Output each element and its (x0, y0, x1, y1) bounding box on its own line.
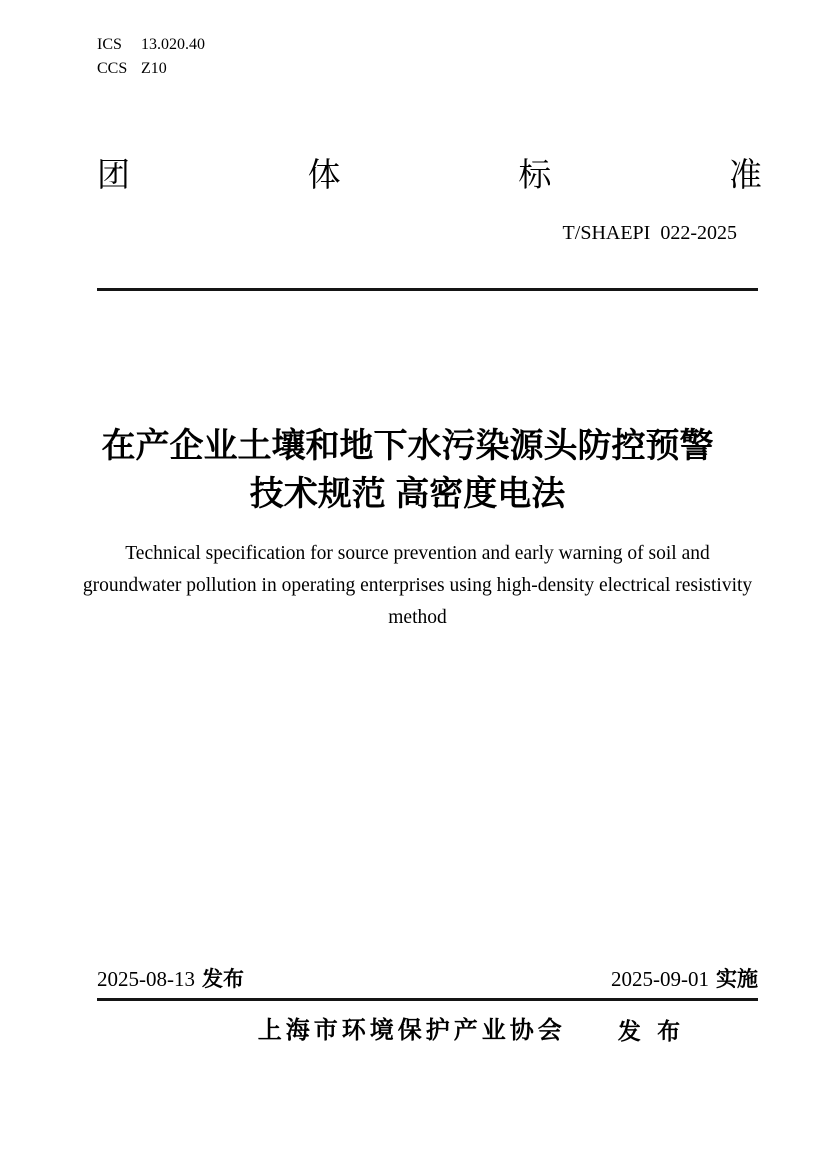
title-english (77, 538, 758, 634)
implementation-label: 实施 (716, 968, 758, 991)
standard-type-char: 团 (97, 156, 130, 193)
publish-action-label: 发 布 (617, 1018, 686, 1044)
title-english-line3: method (388, 607, 447, 628)
standard-type-char: 标 (518, 156, 552, 193)
title-english-line2: groundwater pollution in operating enterprises using high-density electrical resistivity (82, 575, 753, 596)
classification-codes (97, 33, 205, 81)
publisher-row (141, 1014, 802, 1048)
issue-date-group (97, 966, 244, 995)
ics-line (97, 33, 205, 57)
standard-type-char: 体 (307, 156, 341, 193)
implementation-date: 2025-09-01 (611, 967, 709, 991)
standard-type-heading (97, 155, 762, 195)
implementation-date-group (611, 966, 758, 995)
title-chinese-line2: 技术规范 高密度电法 (249, 475, 566, 513)
title-chinese (77, 422, 738, 518)
title-chinese-line1: 在产企业土壤和地下水污染源头防控预警 (101, 427, 714, 465)
date-row (97, 966, 758, 1001)
standard-number: T/SHAEPI 022-2025 (562, 222, 737, 244)
issue-label: 发布 (202, 968, 244, 991)
title-english-line1: Technical specification for source prevention and early warning of soil and (125, 543, 710, 564)
publisher-name: 上海市环境保护产业协会 (257, 1017, 566, 1044)
standard-type-char: 准 (728, 156, 762, 193)
header-rule (97, 288, 758, 291)
ccs-line (97, 57, 205, 81)
ics-value: 13.020.40 (141, 36, 205, 53)
issue-date: 2025-08-13 (97, 967, 195, 991)
ccs-value: Z10 (141, 60, 167, 77)
ccs-label: CCS (97, 60, 128, 77)
ics-label: ICS (97, 36, 122, 53)
